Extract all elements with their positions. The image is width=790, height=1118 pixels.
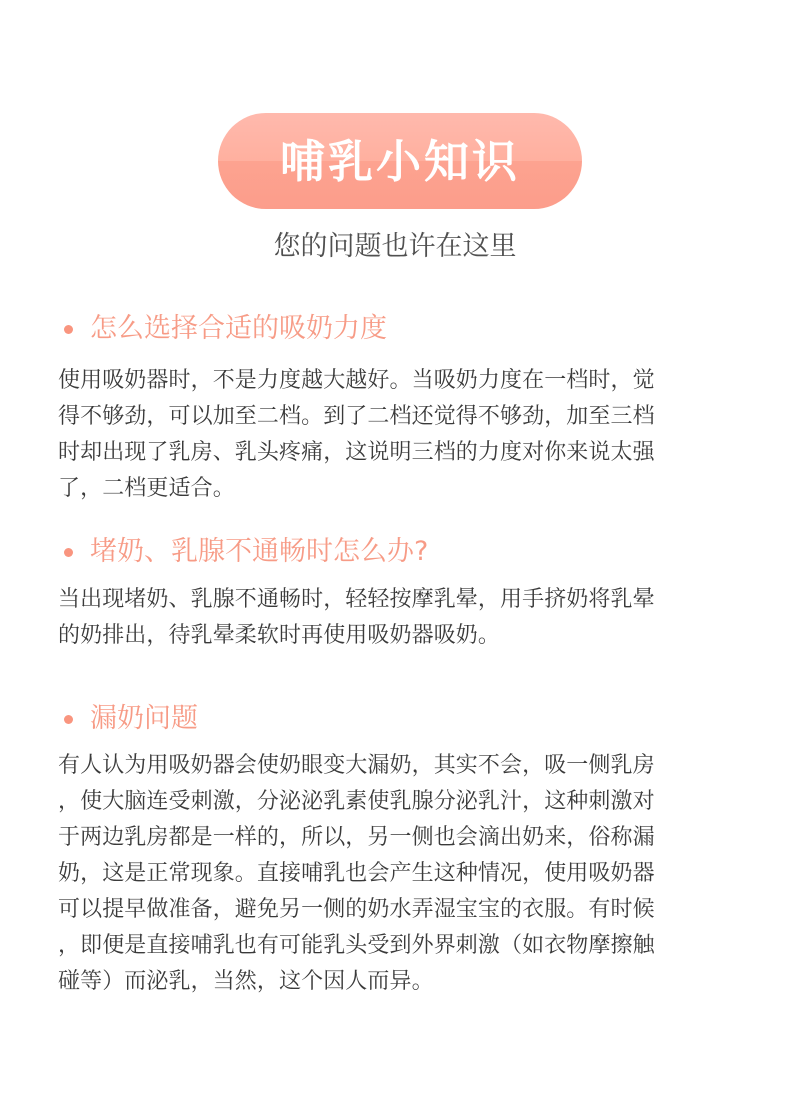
paragraph-line: 碰等）而泌乳，当然，这个因人而异。 [58, 969, 434, 994]
section-leaking-milk [58, 699, 738, 1000]
title-banner [218, 113, 582, 209]
paragraph-line: 时却出现了乳房、乳头疼痛，这说明三档的力度对你来说太强 [58, 440, 655, 465]
paragraph-line: 奶，这是正常现象。直接哺乳也会产生这种情况，使用吸奶器 [58, 861, 655, 886]
bullet-dot-icon [64, 325, 73, 334]
paragraph-line: 可以提早做准备，避免另一侧的奶水弄湿宝宝的衣服。有时候 [58, 897, 655, 922]
section-suction-strength [58, 309, 738, 507]
section-heading [58, 532, 738, 572]
bullet-dot-icon [64, 548, 73, 557]
section-heading-text: 堵奶、乳腺不通畅时怎么办? [90, 536, 429, 567]
paragraph-line: 了，二档更适合。 [58, 476, 235, 501]
section-paragraph [58, 363, 738, 507]
paragraph-line: 于两边乳房都是一样的，所以，另一侧也会滴出奶来，俗称漏 [58, 825, 655, 850]
page-subtitle: 您的问题也许在这里 [273, 231, 517, 262]
paragraph-line: 当出现堵奶、乳腺不通畅时，轻轻按摩乳晕，用手挤奶将乳晕 [58, 587, 655, 612]
paragraph-line: ，使大脑连受刺激，分泌泌乳素使乳腺分泌乳汁，这种刺激对 [58, 789, 655, 814]
paragraph-line: 得不够劲，可以加至二档。到了二档还觉得不够劲，加至三档 [58, 404, 655, 429]
bullet-dot-icon [64, 715, 73, 724]
page-title: 哺乳小知识 [279, 134, 520, 188]
paragraph-line: 的奶排出，待乳晕柔软时再使用吸奶器吸奶。 [58, 623, 501, 648]
section-paragraph [58, 748, 738, 1000]
section-heading-text: 怎么选择合适的吸奶力度 [90, 313, 387, 344]
section-heading [58, 309, 738, 349]
paragraph-line: 有人认为用吸奶器会使奶眼变大漏奶，其实不会，吸一侧乳房 [58, 753, 655, 778]
section-blocked-ducts [58, 532, 738, 654]
section-heading-text: 漏奶问题 [90, 703, 198, 734]
section-paragraph [58, 582, 738, 654]
section-heading [58, 699, 738, 739]
paragraph-line: 使用吸奶器时，不是力度越大越好。当吸奶力度在一档时，觉 [58, 368, 655, 393]
paragraph-line: ，即便是直接哺乳也有可能乳头受到外界刺激（如衣物摩擦触 [58, 933, 655, 958]
